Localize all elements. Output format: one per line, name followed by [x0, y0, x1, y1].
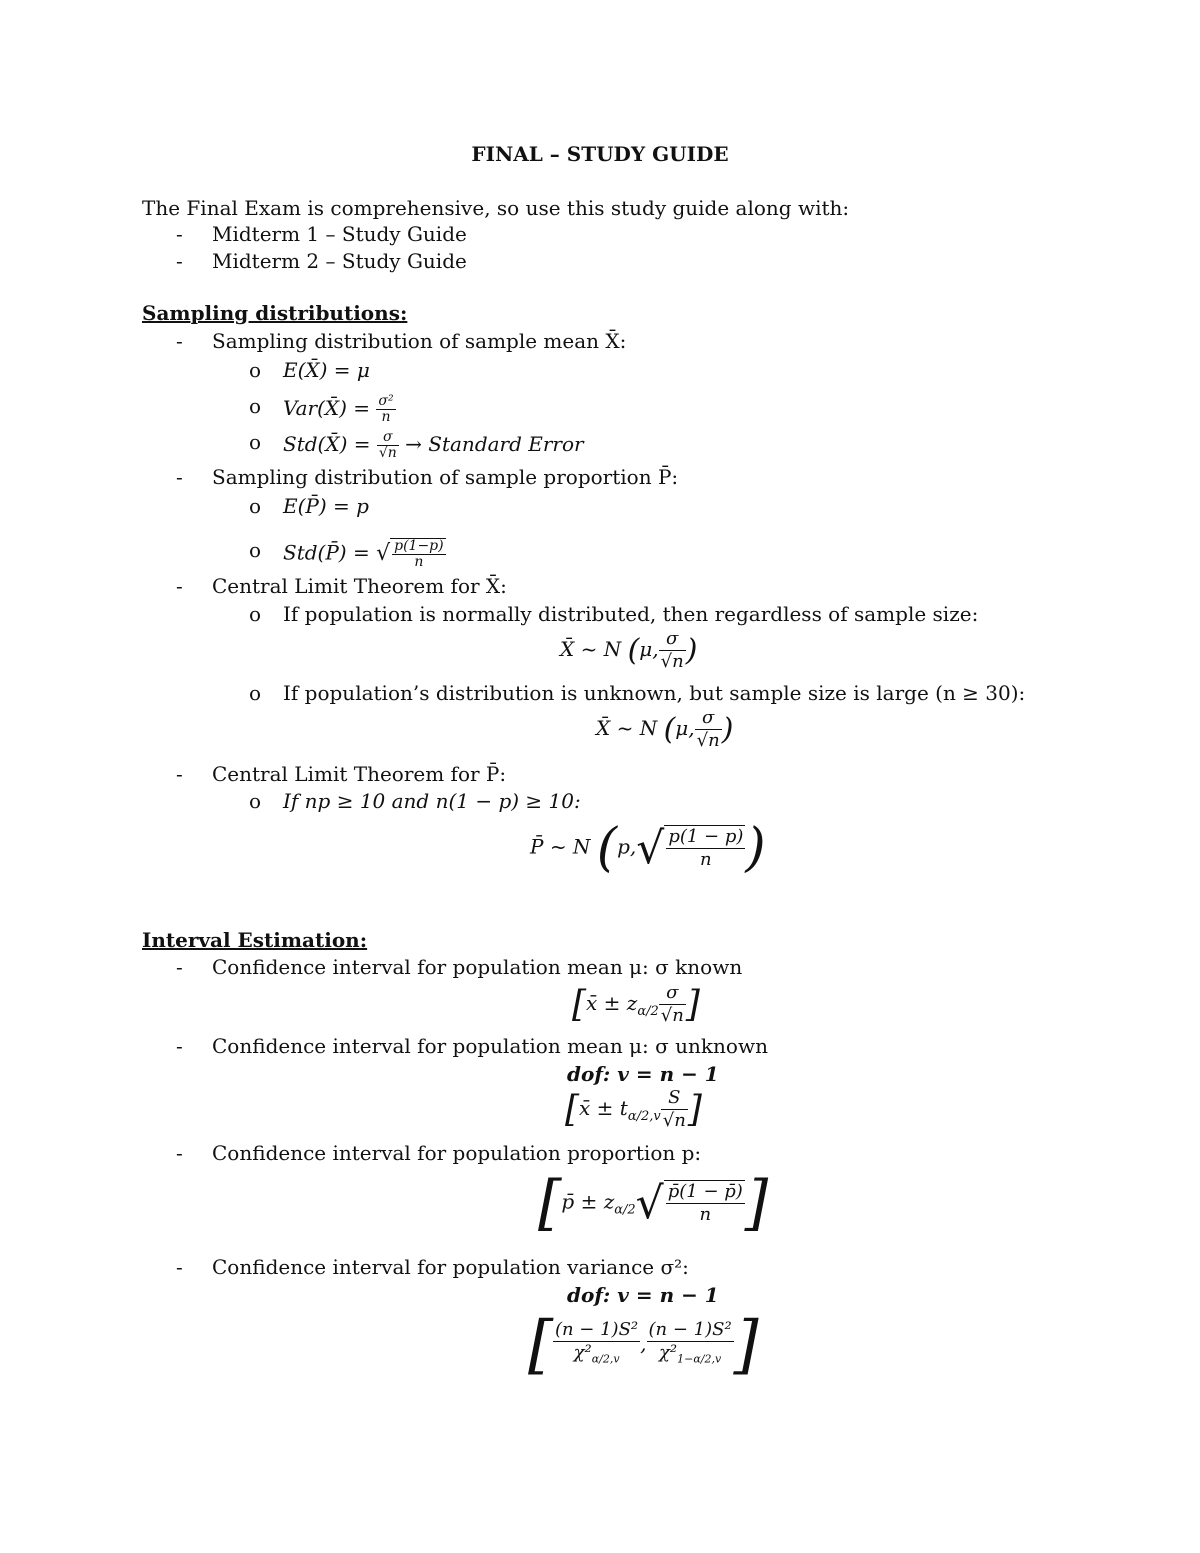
- bullet-dash: -: [176, 329, 183, 353]
- sample-proportion-label: Sampling distribution of sample proportion P̄:: [212, 465, 679, 489]
- bullet-dash: -: [176, 1034, 183, 1058]
- clt-proportion-condition: If np ≥ 10 and n(1 − p) ≥ 10:: [283, 789, 581, 813]
- p-one-minus-p-over-n: $\frac{p(1 - p)}{n}$: [668, 826, 744, 870]
- bullet-dash: -: [176, 574, 183, 598]
- bullet-o: o: [249, 681, 262, 705]
- ci-mean-sigma-unknown-formula: [x̄ ± $t_{\alpha/2,v}$ $\frac{S}{√n}$ ]: [565, 1087, 702, 1131]
- bullet-dash: -: [176, 1255, 183, 1279]
- std-mean-label: Std(X̄) =: [283, 432, 371, 456]
- sigma-over-rootn: $\frac{\sigma}{√n}$: [696, 707, 720, 751]
- ci-variance-formula: [ $\frac{\text{(n − 1)S²}}{\chi^2_{\alpha/2,v}}$ , $\frac{\text{(n − 1)S²}}{\chi^2_{1-\alpha/2,v}}$ ]: [528, 1308, 759, 1382]
- clt-mean-case-normal: If population is normally distributed, then regardless of sample size:: [283, 602, 979, 626]
- variance-mean-label: Var(X̄) =: [283, 396, 371, 420]
- expectation-proportion: E(P̄) = p: [283, 494, 369, 518]
- clt-mean-label: Central Limit Theorem for X̄:: [212, 574, 507, 598]
- bullet-dash: -: [176, 222, 183, 246]
- interval-heading: Interval Estimation:: [142, 928, 368, 952]
- ci-mean-sigma-known-formula: [x̄ ± $z_{\alpha/2}$ $\frac{\sigma}{√n}$ ]: [572, 982, 700, 1026]
- bullet-o: o: [249, 394, 262, 418]
- clt-mean-formula-1: X̄ ~ N (μ, $\frac{\sigma}{√n}$ ): [560, 628, 698, 672]
- clt-prop-dist: P̄ ~ N: [530, 834, 591, 859]
- s-over-rootn: $\frac{S}{√n}$: [662, 1087, 686, 1131]
- standard-error-label: → Standard Error: [405, 432, 584, 456]
- ci-mean-sigma-known-label: Confidence interval for population mean μ: σ known: [212, 955, 743, 979]
- sampling-heading: Sampling distributions:: [142, 301, 408, 325]
- pbar-one-minus-pbar-over-n: $\frac{p̄(1 - p̄)}{n}$: [667, 1181, 743, 1225]
- std-proportion: [283, 538, 446, 570]
- clt-proportion-label: Central Limit Theorem for P̄:: [212, 762, 507, 786]
- bullet-o: o: [249, 430, 262, 454]
- variance-upper-bound: $\frac{\text{(n − 1)S²}}{\chi^2_{1-\alpha/2,v}}$: [648, 1319, 732, 1366]
- dof-formula: dof: v = n − 1: [567, 1062, 719, 1086]
- sqrt-icon: √: [635, 1177, 664, 1229]
- page-title: FINAL – STUDY GUIDE: [471, 142, 729, 166]
- ci-variance-label: Confidence interval for population variance σ²:: [212, 1255, 689, 1279]
- bullet-o: o: [249, 538, 262, 562]
- expectation-mean: E(X̄) = μ: [283, 358, 370, 382]
- sqrt-icon: √: [376, 541, 391, 566]
- intro-item-1: Midterm 1 – Study Guide: [212, 222, 467, 246]
- ci-proportion-formula: [p̄ ± $z_{\alpha/2}√$ $\frac{p̄(1 - p̄)}{n}$ ]: [538, 1168, 769, 1238]
- p-one-minus-p-over-n: $\frac{p(1-p)}{n}$: [394, 538, 444, 570]
- variance-mean: [283, 394, 396, 425]
- sigma2-over-n: $\frac{\text{σ²}}{n}$: [378, 393, 394, 425]
- intro-item-2: Midterm 2 – Study Guide: [212, 249, 467, 273]
- ci-proportion-label: Confidence interval for population proportion p:: [212, 1141, 702, 1165]
- intro-text: The Final Exam is comprehensive, so use this study guide along with:: [142, 196, 850, 220]
- sigma-over-rootn: $\frac{\sigma}{√n}$: [660, 628, 684, 672]
- std-mean: [283, 430, 584, 461]
- sqrt-icon: √: [636, 822, 665, 874]
- bullet-dash: -: [176, 955, 183, 979]
- bullet-o: o: [249, 358, 262, 382]
- dof-formula: dof: v = n − 1: [567, 1283, 719, 1307]
- clt-mean-dist: X̄ ~ N: [596, 716, 658, 740]
- clt-mean-case-large: If population’s distribution is unknown, but sample size is large (n ≥ 30):: [283, 681, 1026, 705]
- std-proportion-label: Std(P̄) =: [283, 540, 370, 565]
- bullet-dash: -: [176, 1141, 183, 1165]
- clt-proportion-formula: P̄ ~ N (p,√ $\frac{p(1 - p)}{n}$ ): [530, 818, 766, 878]
- clt-mean-dist: X̄ ~ N: [560, 637, 622, 661]
- bullet-o: o: [249, 494, 262, 518]
- bullet-dash: -: [176, 762, 183, 786]
- clt-mean-formula-2: X̄ ~ N (μ, $\frac{\sigma}{√n}$ ): [596, 707, 734, 751]
- ci-mean-sigma-unknown-label: Confidence interval for population mean μ: σ unknown: [212, 1034, 768, 1058]
- bullet-dash: -: [176, 465, 183, 489]
- sigma-over-rootn: $\frac{\sigma}{√n}$: [378, 429, 397, 461]
- bullet-o: o: [249, 602, 262, 626]
- bullet-dash: -: [176, 249, 183, 273]
- sigma-over-rootn: $\frac{\sigma}{√n}$: [660, 982, 684, 1026]
- bullet-o: o: [249, 789, 262, 813]
- sample-mean-label: Sampling distribution of sample mean X̄:: [212, 329, 627, 353]
- variance-lower-bound: $\frac{\text{(n − 1)S²}}{\chi^2_{\alpha/2,v}}$: [554, 1319, 639, 1366]
